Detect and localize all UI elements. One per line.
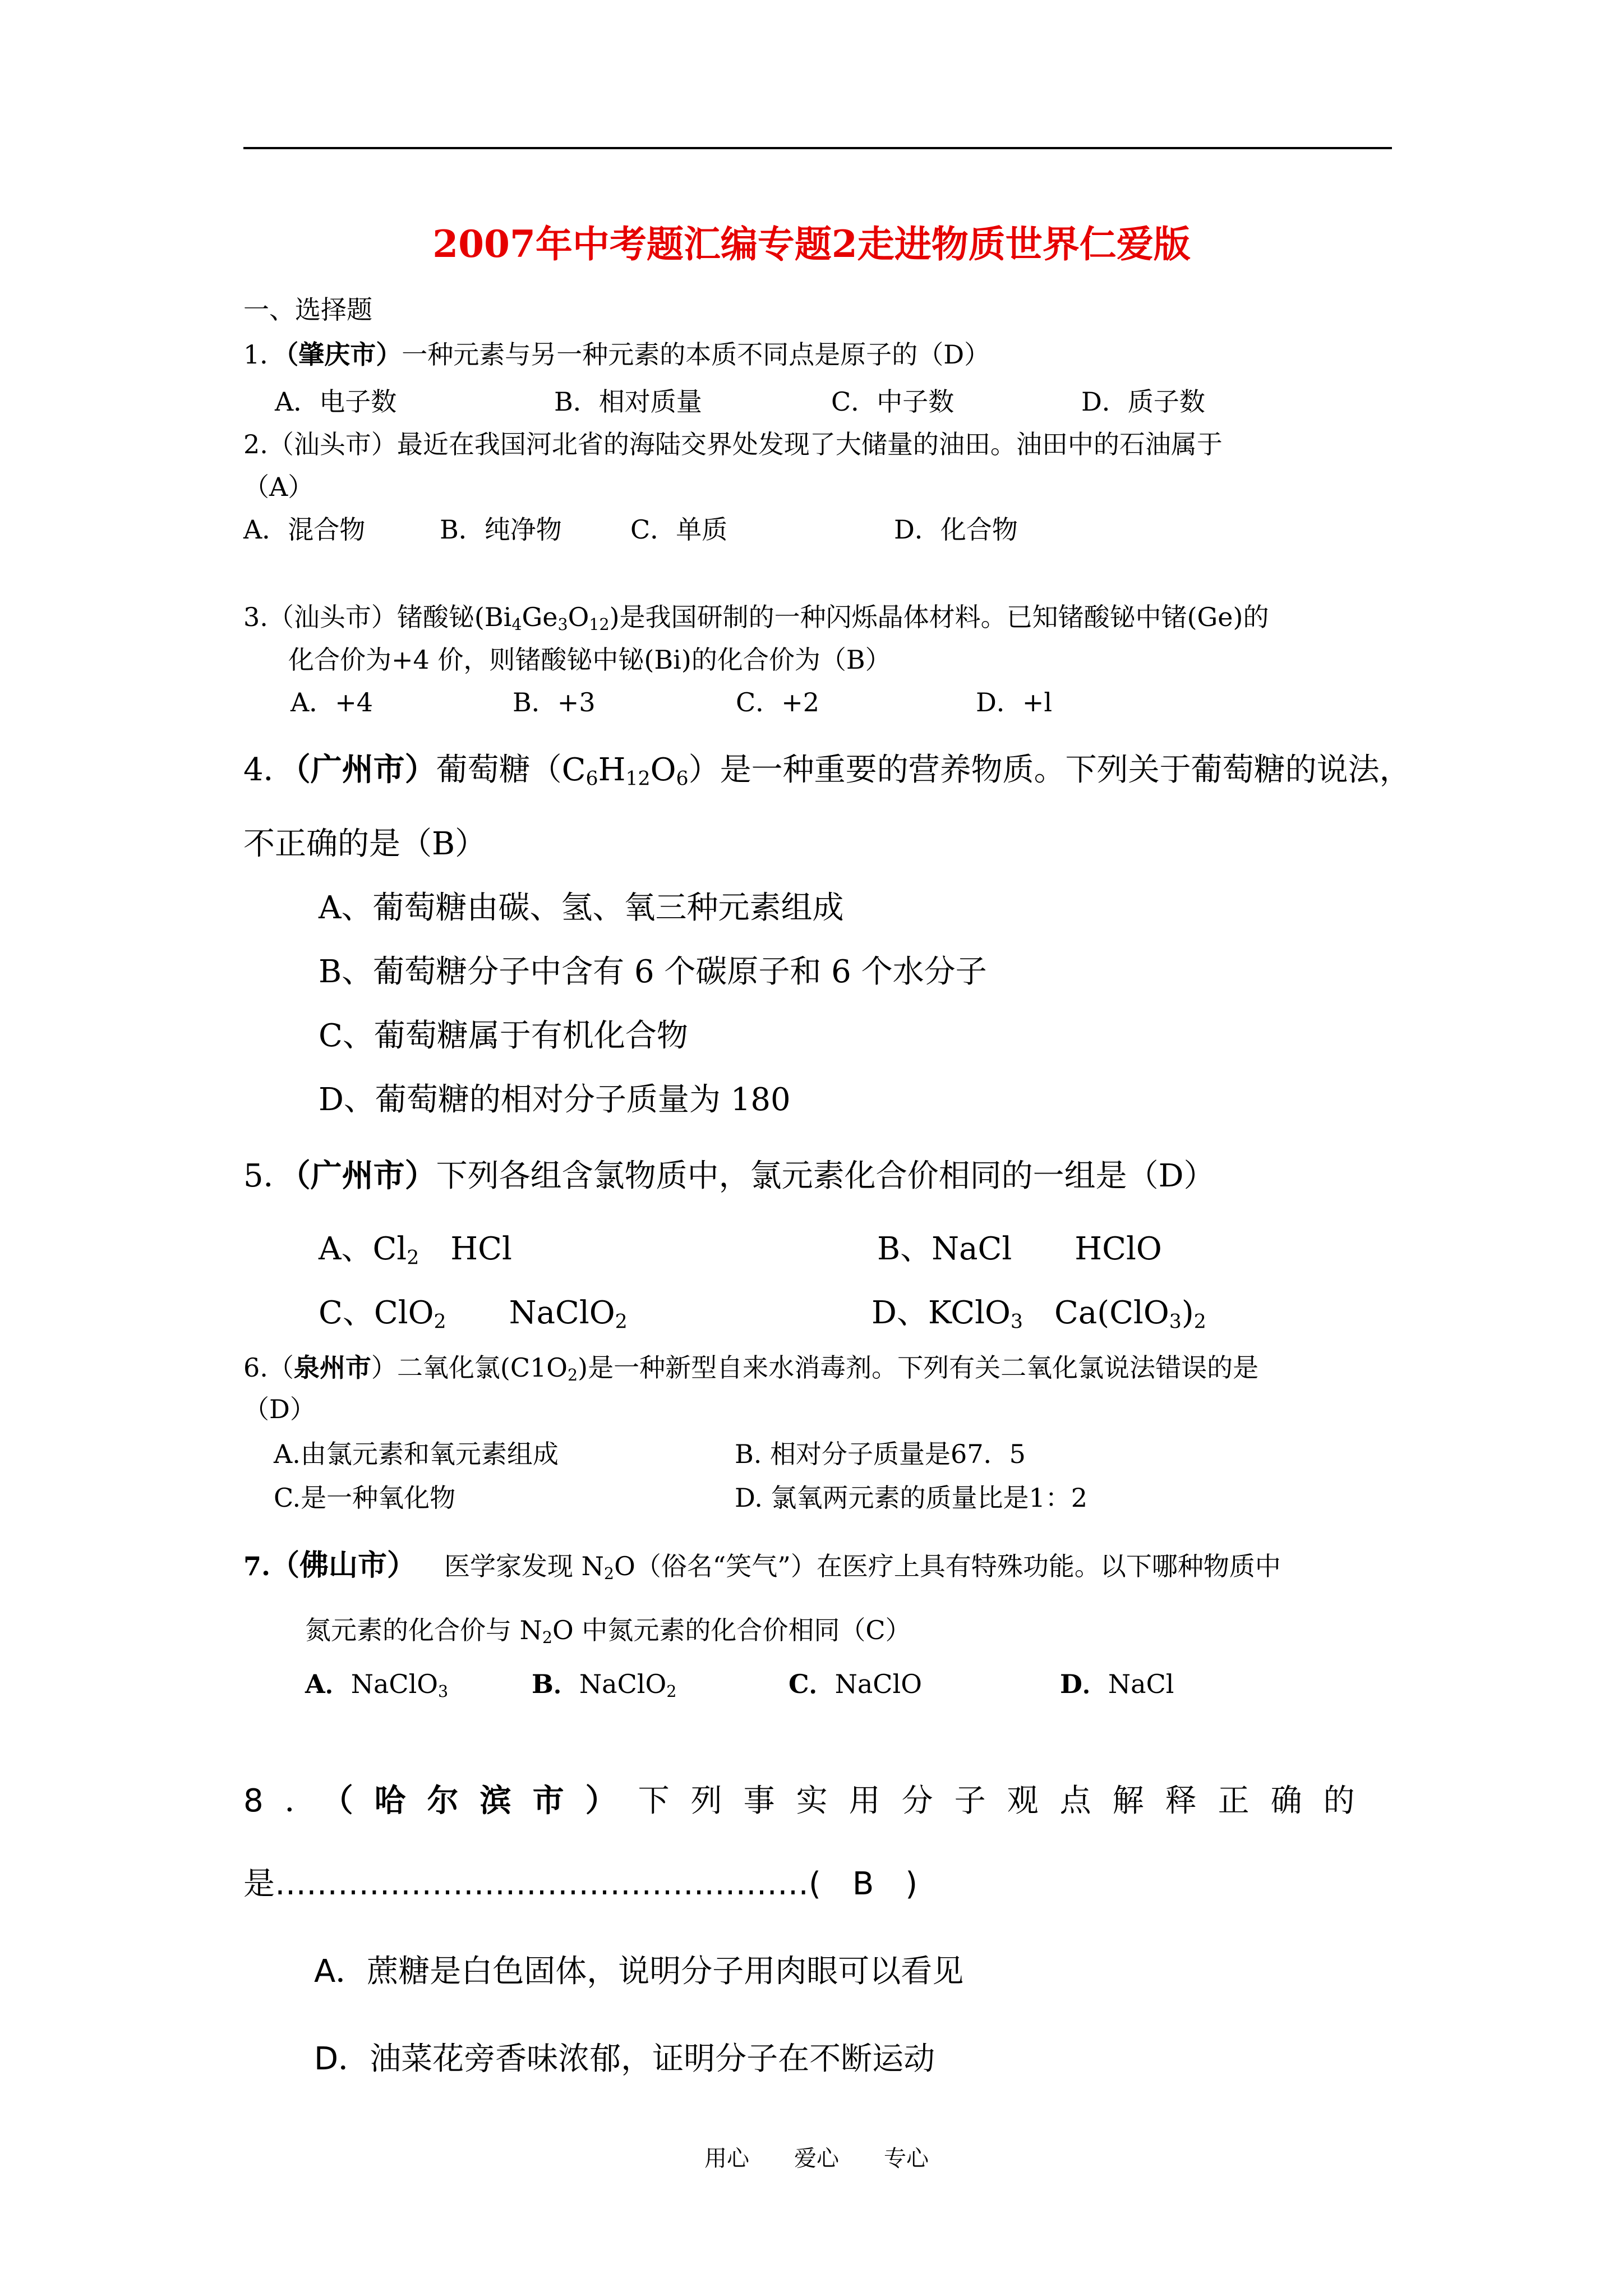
q6-number: 6.（ <box>243 1352 294 1383</box>
q8-stem: 下列事实用分子观点解释正确的 <box>638 1783 1376 1819</box>
q2-stem-line-1: 2.（汕头市）最近在我国河北省的海陆交界处发现了大储量的油田。油田中的石油属于 <box>243 429 1223 459</box>
q1-option-b: B．相对质量 <box>554 386 702 417</box>
q6-stem-line-2: （D） <box>243 1394 316 1424</box>
q2-option-b: B．纯净物 <box>440 514 562 545</box>
q5-d-sub-1: 3 <box>1010 1310 1023 1333</box>
q5-c-sub-1: 2 <box>434 1310 446 1333</box>
q4-sub-1: 6 <box>585 767 598 790</box>
q6-option-a: A.由氯元素和氧元素组成 <box>274 1439 559 1469</box>
q5-a-text: A、Cl <box>319 1231 407 1267</box>
q3-sub-2: 3 <box>557 615 568 634</box>
q4-option-c: C、葡萄糖属于有机化合物 <box>319 1018 688 1054</box>
q5-stem: 下列各组含氯物质中，氯元素化合价相同的一组是（D） <box>436 1158 1215 1194</box>
q7-b-label: B． <box>532 1669 579 1699</box>
q5-option-d <box>872 1288 1206 1333</box>
q5-option-b: B、NaCl HClO <box>877 1231 1162 1267</box>
q4-sub-2: 12 <box>625 767 651 790</box>
q6-source: 泉州市 <box>293 1352 371 1383</box>
q5-c-text: C、ClO <box>319 1295 434 1331</box>
q3-text-a: 3.（汕头市）锗酸铋(Bi <box>243 602 512 632</box>
q6-stem-line-1 <box>243 1347 1258 1384</box>
q7-a-text: NaClO <box>351 1669 438 1699</box>
q3-stem-line-1 <box>243 597 1269 634</box>
q6-sub: 2 <box>568 1366 578 1385</box>
q5-option-c <box>319 1288 628 1333</box>
q4-source: （广州市） <box>294 752 436 788</box>
q7-option-c <box>789 1664 922 1701</box>
q6-option-b: B. 相对分子质量是67．5 <box>735 1439 1026 1469</box>
q5-d-text-2: Ca(ClO <box>1023 1295 1169 1331</box>
q1-number: 1． <box>243 339 286 370</box>
q5-d-sub-2: 3 <box>1169 1310 1182 1333</box>
q4-text-d: ）是一种重要的营养物质。下列关于葡萄糖的说法， <box>688 752 1411 788</box>
q4-option-d: D、葡萄糖的相对分子质量为 180 <box>319 1082 791 1118</box>
q5-number: 5． <box>243 1158 295 1194</box>
q7-line2-text-a: 氮元素的化合价与 N <box>305 1615 542 1645</box>
q2-option-d: D．化合物 <box>894 514 1018 545</box>
q1-option-a: A．电子数 <box>275 386 397 417</box>
q4-text-b: H <box>598 752 626 788</box>
question-1 <box>243 334 990 371</box>
q7-option-b <box>532 1664 676 1701</box>
q7-b-sub: 2 <box>666 1682 677 1701</box>
q5-d-sub-3: 2 <box>1193 1310 1206 1333</box>
q2-option-c: C．单质 <box>630 514 728 545</box>
question-5 <box>243 1151 1215 1196</box>
q7-source: （佛山市） <box>270 1549 417 1582</box>
q7-option-a <box>305 1664 448 1701</box>
q4-sub-3: 6 <box>676 767 689 790</box>
q7-stem-line-1 <box>243 1542 1281 1584</box>
q8-source: （哈尔滨市） <box>337 1783 638 1819</box>
q1-option-d: D．质子数 <box>1081 386 1205 417</box>
q6-text-b: )是一种新型自来水消毒剂。下列有关二氧化氯说法错误的是 <box>578 1352 1259 1383</box>
q7-number: 7. <box>243 1551 271 1581</box>
q8-option-a: A．蔗糖是白色固体，说明分子用肉眼可以看见 <box>314 1953 964 1990</box>
q8-number: 8． <box>243 1783 338 1819</box>
q7-a-label: A． <box>305 1669 351 1699</box>
q3-text-c: O <box>568 602 589 632</box>
q7-line2-text-b: O 中氮元素的化合价相同（C） <box>552 1615 911 1645</box>
page-footer: 用心 爱心 专心 <box>704 2146 929 2171</box>
q4-option-b: B、葡萄糖分子中含有 6 个碳原子和 6 个水分子 <box>319 954 987 990</box>
q1-source: （肇庆市） <box>285 339 402 370</box>
q3-sub-3: 12 <box>589 615 610 634</box>
q8-stem-line-1 <box>243 1776 1376 1821</box>
q7-d-text: NaCl <box>1108 1669 1174 1699</box>
q1-option-c: C．中子数 <box>831 386 955 417</box>
q5-option-a <box>319 1224 512 1269</box>
q5-d-text-3: ) <box>1181 1295 1194 1331</box>
q5-source: （广州市） <box>294 1158 436 1194</box>
q1-stem: 一种元素与另一种元素的本质不同点是原子的（D） <box>402 339 990 370</box>
q3-text-b: Ge <box>522 602 558 632</box>
q4-stem-line-1 <box>243 745 1411 790</box>
q3-option-b: B．+3 <box>513 687 596 717</box>
header-rule <box>243 147 1392 149</box>
q3-option-a: A．+4 <box>291 687 374 717</box>
q5-a-text-2: HCl <box>419 1231 512 1267</box>
q2-stem-line-2: （A） <box>243 472 314 502</box>
q3-option-c: C．+2 <box>736 687 820 717</box>
q5-c-sub-2: 2 <box>615 1310 628 1333</box>
q7-stem-line-2 <box>305 1610 911 1647</box>
q4-text-a: 葡萄糖（C <box>436 752 586 788</box>
q6-option-c: C.是一种氧化物 <box>274 1483 456 1513</box>
q6-text-a: ）二氧化氯(C1O <box>371 1352 568 1383</box>
q5-a-sub: 2 <box>407 1246 419 1269</box>
q7-text-a: 医学家发现 N <box>444 1551 604 1581</box>
q5-c-text-2: NaClO <box>446 1295 615 1331</box>
q7-line2-sub: 2 <box>542 1628 553 1648</box>
q3-option-d: D．+l <box>976 687 1053 717</box>
q7-c-text: NaClO <box>834 1669 922 1699</box>
q4-option-a: A、葡萄糖由碳、氢、氧三种元素组成 <box>319 890 844 926</box>
section-heading: 一、选择题 <box>243 295 372 325</box>
page-title: 2007年中考题汇编专题2走进物质世界仁爱版 <box>432 222 1191 266</box>
q7-text-b: O（俗名“笑气”）在医疗上具有特殊功能。以下哪种物质中 <box>614 1551 1281 1581</box>
q7-d-label: D． <box>1060 1669 1108 1699</box>
q4-text-c: O <box>650 752 676 788</box>
q8-option-d: D．油菜花旁香味浓郁，证明分子在不断运动 <box>314 2041 935 2077</box>
q7-sub: 2 <box>603 1565 615 1584</box>
q3-sub-1: 4 <box>511 615 522 634</box>
q7-option-d <box>1060 1664 1174 1701</box>
q2-option-a: A．混合物 <box>243 514 366 545</box>
q4-stem-line-2: 不正确的是（B） <box>243 826 487 862</box>
q4-number: 4． <box>243 752 295 788</box>
q6-option-d: D. 氯氧两元素的质量比是1：2 <box>735 1483 1088 1513</box>
q7-c-label: C． <box>789 1669 835 1699</box>
q5-d-text: D、KClO <box>872 1295 1011 1331</box>
q3-stem-line-2: 化合价为+4 价，则锗酸铋中铋(Bi)的化合价为（B） <box>288 645 891 675</box>
q8-stem-line-2: 是……………………………………………( B ) <box>243 1866 918 1902</box>
q7-a-sub: 3 <box>438 1682 449 1701</box>
q3-text-d: )是我国研制的一种闪烁晶体材料。已知锗酸铋中锗(Ge)的 <box>609 602 1269 632</box>
q7-b-text: NaClO <box>579 1669 667 1699</box>
